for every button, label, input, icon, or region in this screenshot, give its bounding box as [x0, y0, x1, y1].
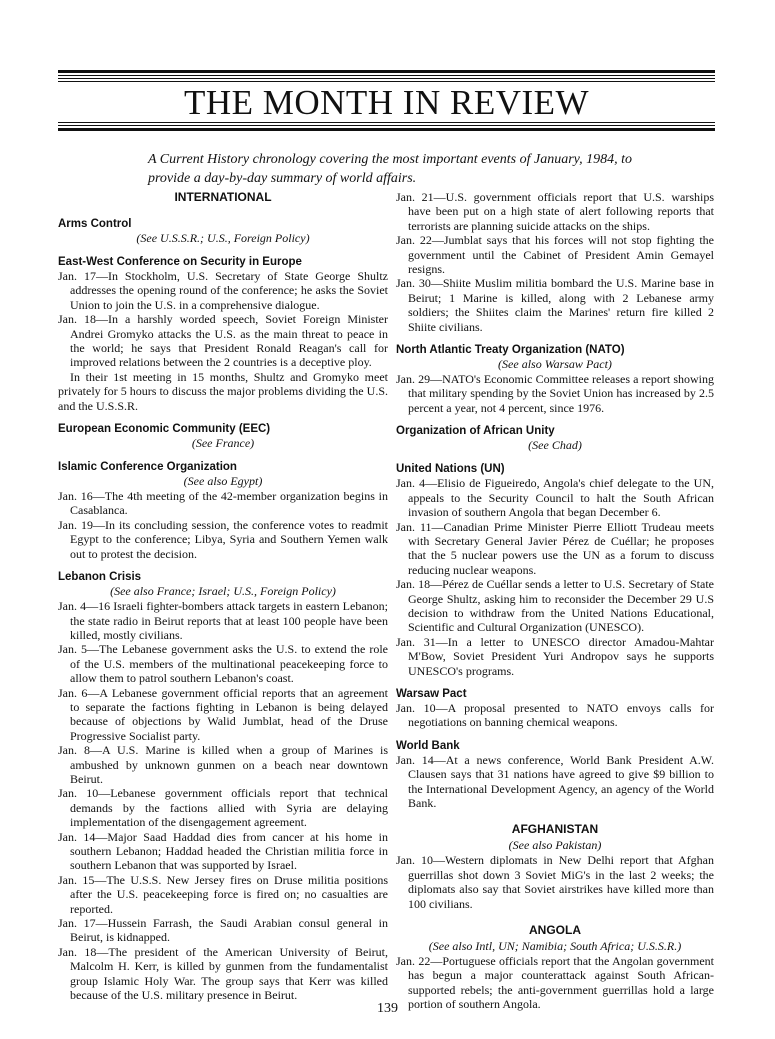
- section-afghanistan: AFGHANISTAN: [511, 822, 599, 837]
- section-angola: ANGOLA: [529, 923, 581, 938]
- left-column: [58, 190, 388, 1002]
- subtitle: A Current History chronology covering the most important events of January, 1984, to provide a day-by-day summary of world affairs.: [148, 152, 632, 186]
- rule-thin-1: [58, 75, 715, 76]
- see-oau: (See Chad): [528, 438, 582, 453]
- entry: Jan. 15—The U.S.S. New Jersey fires on Druse militia positions after the U.S. peacekeeping force is fired on; no casualties are reported.: [58, 872, 388, 916]
- entry: Jan. 19—In its concluding session, the conference votes to readmit Egypt to the conference; Libya, Syria and Southern Yemen walk out to protest the decision.: [58, 517, 388, 561]
- entry: Jan. 31—In a letter to UNESCO director Amadou-Mahtar M'Bow, Soviet President Yuri Andropov says he supports UNESCO's programs.: [396, 634, 714, 678]
- entry: Jan. 4—16 Israeli fighter-bombers attack targets in eastern Lebanon; the state radio in Beirut reports that at least 100 people have been killed, mostly civilians.: [58, 599, 388, 642]
- heading-eec: European Economic Community (EEC): [58, 423, 271, 436]
- see-eec: (See France): [191, 436, 255, 451]
- see-nato: (See also Warsaw Pact): [498, 357, 612, 372]
- entry: Jan. 18—In a harshly worded speech, Soviet Foreign Minister Andrei Gromyko attacks the U.S. as the main threat to peace in the world; he says that President Ronald Reagan's call for improved relations between the 2 countries is a deceptive ploy.: [58, 312, 388, 370]
- see-lebanon: (See also France; Israel; U.S., Foreign Policy): [110, 584, 336, 599]
- title-rules: [58, 122, 715, 136]
- rule-under-2: [58, 125, 715, 126]
- entry: Jan. 17—In Stockholm, U.S. Secretary of State George Shultz addresses the opening round of the conference; he asks the Soviet Union to join the U.S. in a comprehensive dialogue.: [58, 269, 388, 312]
- entry: Jan. 10—Western diplomats in New Delhi report that Afghan guerrillas shot down 3 Soviet MiG's in the last 2 weeks; the diplomats also say that Soviet airstrikes have killed more than 100 civilians.: [396, 853, 714, 911]
- section-international: INTERNATIONAL: [174, 190, 272, 204]
- entry: Jan. 5—The Lebanese government asks the U.S. to extend the role of the U.S. members of the multinational peacekeeping force to allow them to patrol southern Lebanon's coast.: [58, 642, 388, 686]
- entry: Jan. 6—A Lebanese government official reports that an agreement to separate the factions fighting in Lebanon is being delayed because of objections by Walid Jumblat, head of the Druse Progressive Socialist party.: [58, 685, 388, 743]
- rule-thick-top: [58, 70, 715, 73]
- entry: Jan. 14—Major Saad Haddad dies from cancer at his home in southern Lebanon; Haddad headed the Christian militia force in southern Lebanon that was supported by Israel.: [58, 829, 388, 873]
- rule-under-thick: [58, 128, 715, 131]
- heading-nato: North Atlantic Treaty Organization (NATO): [396, 344, 625, 357]
- heading-islamic-conference: Islamic Conference Organization: [58, 461, 237, 474]
- heading-world-bank: World Bank: [396, 739, 460, 752]
- entry: Jan. 4—Elisio de Figueiredo, Angola's chief delegate to the UN, appeals to the Security Council to halt the South African invasion of southern Angola that began December 6.: [396, 476, 714, 520]
- right-column: [396, 190, 714, 1012]
- see-ico: (See also Egypt): [183, 474, 263, 489]
- entry: Jan. 10—Lebanese government officials report that technical demands by the factions allied with Syria are delaying implementation of the disengagement agreement.: [58, 786, 388, 830]
- entry: Jan. 21—U.S. government officials report that U.S. warships have been put on a high state of alert following reports that terrorists are planning suicide attacks on the ships.: [396, 190, 714, 233]
- entry: Jan. 14—At a news conference, World Bank President A.W. Clausen says that 31 nations have agreed to give $9 billion to the International Development Agency, an agency of the World Bank.: [396, 752, 714, 810]
- see-arms: (See U.S.S.R.; U.S., Foreign Policy): [136, 231, 310, 245]
- entry: Jan. 18—Pérez de Cuéllar sends a letter to U.S. Secretary of State George Shultz, asking him to reconsider the December 29 U.S decision to withdraw from the United Nations Educational, Scientific and Cultural Organization (UNESCO).: [396, 577, 714, 635]
- entry: Jan. 11—Canadian Prime Minister Pierre Elliott Trudeau meets with Secretary General Javier Pérez de Cuéllar; he proposes that the 5 nuclear powers use the UN as a forum to discuss reducing nuclear weapons.: [396, 519, 714, 577]
- page-title: THE MONTH IN REVIEW: [183, 83, 590, 122]
- heading-warsaw-pact: Warsaw Pact: [396, 687, 467, 700]
- entry: Jan. 22—Portuguese officials report that the Angolan government has begun a major counterattack against South African-supported rebels; the anti-government guerrillas hold a large portion of southern Angola.: [396, 954, 714, 1012]
- entry: Jan. 17—Hussein Farrash, the Saudi Arabian consul general in Beirut, is kidnapped.: [58, 916, 388, 945]
- heading-east-west: East-West Conference on Security in Europe: [58, 256, 302, 268]
- rule-thin-2: [58, 78, 715, 79]
- paragraph: In their 1st meeting in 15 months, Shultz and Gromyko meet privately for 5 hours to discuss the major problems dividing the U.S. and the U.S.S.R.: [58, 369, 388, 413]
- entry: Jan. 8—A U.S. Marine is killed when a group of Marines is ambushed by unknown gunmen on a beach near downtown Beirut.: [58, 743, 388, 786]
- rule-thin-3: [58, 81, 715, 82]
- entry: Jan. 22—Jumblat says that his forces will not stop fighting the government until the Cabinet of President Amin Gemayel resigns.: [396, 233, 714, 277]
- heading-arms-control: Arms Control: [58, 218, 132, 230]
- entry: Jan. 29—NATO's Economic Committee releases a report showing that military spending by the Soviet Union has increased by 2.5 percent a year, not 4 percent, since 1976.: [396, 372, 714, 415]
- entry: Jan. 30—Shiite Muslim militia bombard the U.S. Marine base in Beirut; 1 Marine is killed, along with 2 Lebanese army soldiers; the Shiites claim the Marines' return fire killed 2 Shiite civilians.: [396, 276, 714, 334]
- entry: Jan. 10—A proposal presented to NATO envoys calls for negotiations on banning chemical weapons.: [396, 700, 714, 730]
- rule-under-1: [58, 122, 715, 123]
- page-number: 139: [377, 1001, 398, 1016]
- heading-un: United Nations (UN): [396, 463, 505, 476]
- heading-oau: Organization of African Unity: [396, 425, 555, 438]
- heading-lebanon-crisis: Lebanon Crisis: [58, 571, 142, 584]
- entry: Jan. 16—The 4th meeting of the 42-member organization begins in Casablanca.: [58, 489, 388, 518]
- see-afghanistan: (See also Pakistan): [508, 838, 602, 853]
- see-angola: (See also Intl, UN; Namibia; South Africa; U.S.S.R.): [428, 939, 682, 954]
- entry: Jan. 18—The president of the American University of Beirut, Malcolm H. Kerr, is killed by gunmen from the fundamentalist group Islamic Holy War. The group says that Kerr was killed because of the U.S. military presence in Beirut.: [58, 944, 388, 1003]
